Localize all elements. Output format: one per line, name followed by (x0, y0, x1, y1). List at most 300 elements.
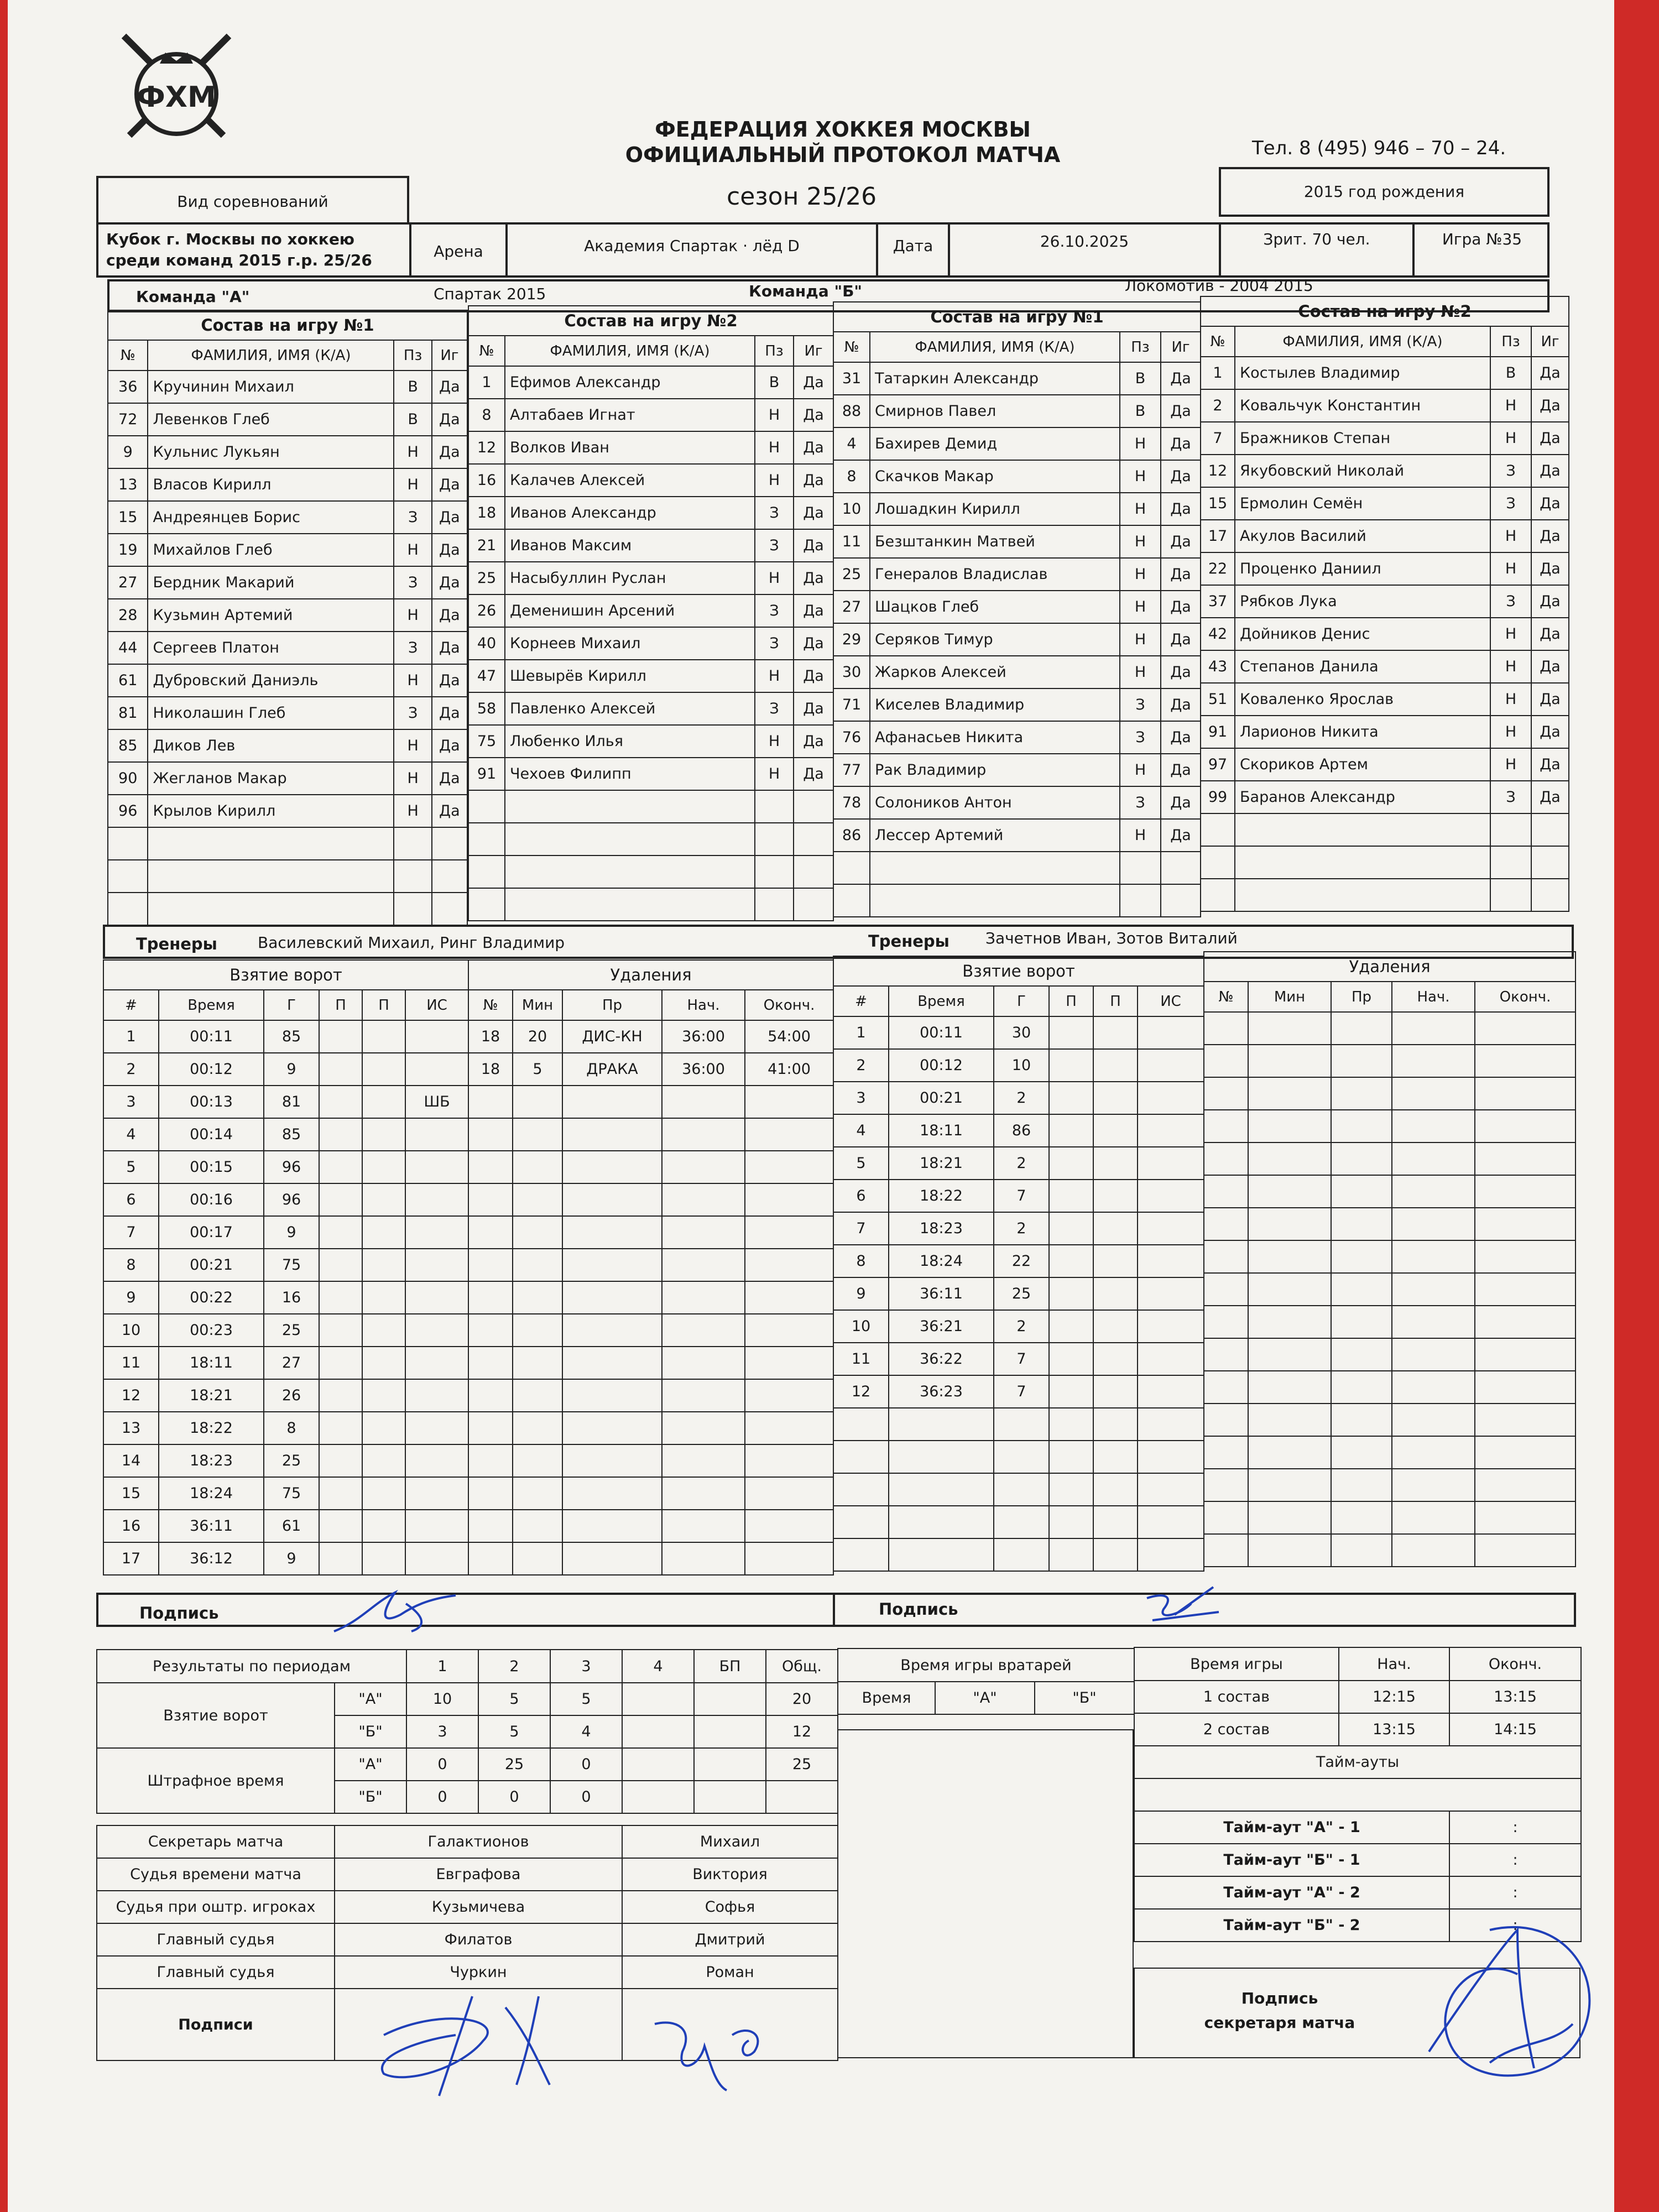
game-number: Игра №35 (1442, 230, 1522, 248)
table-cell (394, 827, 431, 860)
table-row (1201, 618, 1569, 650)
table-cell: 18:22 (889, 1180, 994, 1212)
team-side: "А" (335, 1683, 406, 1715)
table-cell (1331, 1501, 1392, 1534)
table-cell (755, 790, 794, 823)
table-cell: Да (794, 529, 833, 562)
roster-team-b-game2: Состав на игру №2 № ФАМИЛИЯ, ИМЯ (К/А) Пз Иг 1 Костылев Владимир В Да 2 Ковальчук Константин Н Да 7 Бражников Степан Н Да 12 Якубовский Николай З Да 15 Ермолин Семён З Да 17 Акулов Василий Н Да 22 Проценко Даниил Н Да 37 Рябков Лука З Да 42 Дойников Денис Н Да 43 Степанов Данила Н Да 51 Коваленко Ярослав Н Да 91 Ларионов Никита Н Да 97 Скориков Артем Н Да 99 Баранов Александр З Да (1200, 296, 1569, 912)
team-b-label: Команда "Б" (749, 282, 863, 300)
table-cell: Да (1161, 754, 1201, 786)
table-cell: 15 (103, 1477, 159, 1510)
table-cell (362, 1183, 405, 1216)
table-cell (1204, 1534, 1248, 1567)
table-cell: З (755, 529, 794, 562)
table-cell: Софья (622, 1891, 838, 1923)
table-cell: Да (432, 697, 467, 729)
roster-title: Состав на игру №2 (1201, 296, 1569, 326)
table-cell (1331, 1338, 1392, 1371)
table-cell (513, 1347, 562, 1379)
table-cell (994, 1538, 1049, 1571)
period-results: Результаты по периодам 1 2 3 4 БП Общ. Взятие ворот "А" 10 5 5 20 "Б" 3 5 4 12 Штрафное время "А" 0 25 0 25 "Б" 0 0 0 (96, 1649, 838, 1814)
table-cell: 9 (833, 1277, 889, 1310)
roster-title: Состав на игру №1 (108, 310, 467, 340)
table-cell: 47 (468, 660, 505, 692)
table-cell: В (1120, 395, 1161, 427)
table-cell (319, 1053, 362, 1086)
table-cell: 2 (994, 1212, 1049, 1245)
table-cell: 00:12 (159, 1053, 264, 1086)
table-row (103, 1151, 468, 1183)
table-cell: Да (1161, 460, 1201, 493)
team-b-name: Локомотив - 2004 2015 (1125, 276, 1313, 295)
table-cell: Н (1490, 748, 1531, 781)
table-cell (794, 888, 833, 921)
table-cell (562, 1379, 662, 1412)
table-cell: Николашин Глеб (148, 697, 394, 729)
table-cell (405, 1118, 468, 1151)
table-cell (694, 1781, 766, 1813)
table-cell: З (1490, 455, 1531, 487)
table-cell: 2 (994, 1082, 1049, 1114)
table-row (1204, 1208, 1575, 1240)
table-cell (1093, 1180, 1138, 1212)
table-cell (1392, 1208, 1475, 1240)
table-cell: Дубровский Даниэль (148, 664, 394, 697)
table-cell (662, 1281, 745, 1314)
table-cell: 27 (833, 591, 870, 623)
table-cell (1392, 1404, 1475, 1436)
table-cell: Бражников Степан (1235, 422, 1490, 455)
table-cell: Да (1161, 493, 1201, 525)
table-cell (662, 1183, 745, 1216)
table-cell: В (755, 366, 794, 399)
table-cell: Н (1120, 623, 1161, 656)
table-cell (362, 1379, 405, 1412)
table-cell: 96 (264, 1183, 319, 1216)
table-cell: Н (394, 762, 431, 795)
table-row (1201, 846, 1569, 879)
table-cell: Иванов Александр (505, 497, 755, 529)
table-cell: 44 (108, 632, 148, 664)
table-cell: 15 (108, 501, 148, 534)
table-cell (319, 1281, 362, 1314)
table-cell (362, 1086, 405, 1118)
table-cell: 00:17 (159, 1216, 264, 1249)
table-cell (1331, 1273, 1392, 1306)
table-row (97, 1858, 838, 1891)
table-cell: 61 (264, 1510, 319, 1542)
table-cell (405, 1510, 468, 1542)
table-cell (148, 893, 394, 925)
table-cell (1248, 1501, 1331, 1534)
table-cell: 4 (103, 1118, 159, 1151)
table-cell (1392, 1436, 1475, 1469)
table-cell: Киселев Владимир (870, 688, 1120, 721)
table-cell: 00:16 (159, 1183, 264, 1216)
table-cell: 12 (1201, 455, 1235, 487)
table-cell: Да (1531, 357, 1569, 389)
table-cell (1475, 1534, 1575, 1567)
signature-label-a: Подпись (139, 1604, 219, 1623)
table-cell: 36:12 (159, 1542, 264, 1575)
table-cell: 7 (994, 1343, 1049, 1375)
table-cell (405, 1412, 468, 1444)
table-row (468, 1347, 833, 1379)
table-cell (889, 1473, 994, 1506)
table-cell: З (1490, 585, 1531, 618)
table-cell (1248, 1469, 1331, 1501)
table-cell (1204, 1436, 1248, 1469)
table-cell: 27 (264, 1347, 319, 1379)
table-cell (1392, 1240, 1475, 1273)
table-cell (1204, 1142, 1248, 1175)
table-cell: 5 (103, 1151, 159, 1183)
table-cell (505, 790, 755, 823)
table-cell (622, 1683, 694, 1715)
table-row (833, 786, 1201, 819)
table-cell (468, 1542, 513, 1575)
table-row (833, 754, 1201, 786)
table-cell: 9 (264, 1542, 319, 1575)
table-cell (1138, 1375, 1204, 1408)
table-cell (319, 1216, 362, 1249)
table-cell (1248, 1534, 1331, 1567)
table-cell: 5 (478, 1715, 550, 1748)
table-row (468, 725, 833, 758)
table-cell (1331, 1469, 1392, 1501)
table-cell (513, 1510, 562, 1542)
table-cell: Левенков Глеб (148, 403, 394, 436)
team-side: "Б" (335, 1781, 406, 1813)
table-cell (870, 852, 1120, 884)
table-cell (1392, 1306, 1475, 1338)
table-cell (513, 1151, 562, 1183)
table-cell (394, 893, 431, 925)
table-cell (362, 1053, 405, 1086)
table-cell: Да (1161, 362, 1201, 395)
table-row (108, 762, 467, 795)
table-cell (662, 1510, 745, 1542)
table-cell: 18 (468, 497, 505, 529)
table-cell: 26 (468, 594, 505, 627)
table-row (468, 1510, 833, 1542)
table-cell: З (1120, 786, 1161, 819)
table-cell: 8 (468, 399, 505, 431)
table-cell: Роман (622, 1956, 838, 1989)
table-cell: 58 (468, 692, 505, 725)
table-cell: 2 (1201, 389, 1235, 422)
table-cell (1138, 1212, 1204, 1245)
table-cell: З (755, 497, 794, 529)
table-row (1201, 879, 1569, 911)
table-cell: Проценко Даниил (1235, 552, 1490, 585)
table-cell: Да (1531, 552, 1569, 585)
table-cell: 18:24 (159, 1477, 264, 1510)
table-cell: Любенко Илья (505, 725, 755, 758)
table-cell: Да (1531, 585, 1569, 618)
table-cell (405, 1314, 468, 1347)
table-cell: 86 (994, 1114, 1049, 1147)
table-cell (319, 1347, 362, 1379)
table-cell: 00:22 (159, 1281, 264, 1314)
table-row (108, 403, 467, 436)
table-cell (1138, 1277, 1204, 1310)
table-cell: Да (1161, 525, 1201, 558)
table-cell (994, 1441, 1049, 1473)
table-cell: 20 (513, 1020, 562, 1053)
table-row (1201, 422, 1569, 455)
competition-name: Кубок г. Москвы по хоккею среди команд 2015 г.р. 25/26 (106, 230, 372, 269)
table-cell (1531, 879, 1569, 911)
table-cell: Да (794, 399, 833, 431)
table-cell: Скачков Макар (870, 460, 1120, 493)
table-cell (1248, 1208, 1331, 1240)
table-cell (1138, 1441, 1204, 1473)
table-cell (362, 1118, 405, 1151)
table-cell: Да (794, 660, 833, 692)
table-cell (1204, 1306, 1248, 1338)
table-cell: 29 (833, 623, 870, 656)
table-cell (889, 1506, 994, 1538)
table-cell: Да (794, 464, 833, 497)
table-cell: 7 (833, 1212, 889, 1245)
table-cell: 18 (468, 1053, 513, 1086)
table-cell: Н (1490, 389, 1531, 422)
table-row (468, 1477, 833, 1510)
table-cell: Скориков Артем (1235, 748, 1490, 781)
table-cell: 37 (1201, 585, 1235, 618)
table-cell (1093, 1147, 1138, 1180)
roster-title: Состав на игру №1 (833, 302, 1201, 332)
roster-team-a-game1: Состав на игру №1 № ФАМИЛИЯ, ИМЯ (К/А) Пз Иг 36 Кручинин Михаил В Да 72 Левенков Глеб В Да 9 Кульнис Лукьян Н Да 13 Власов Кирилл Н Да 15 Андреянцев Борис З Да 19 Михайлов Глеб Н Да 27 Бердник Макарий З Да 28 Кузьмин Артемий Н Да 44 Сергеев Платон З Да 61 Дубровский Даниэль Н Да 81 Николашин Глеб З Да 85 Диков Лев Н Да 90 Жегланов Макар Н Да 96 Крылов Кирилл Н Да (107, 310, 468, 926)
table-cell (562, 1412, 662, 1444)
table-cell (513, 1086, 562, 1118)
table-cell: 1 (833, 1016, 889, 1049)
table-cell (745, 1216, 833, 1249)
table-cell: 25 (766, 1748, 838, 1781)
table-cell (1204, 1273, 1248, 1306)
table-cell (405, 1477, 468, 1510)
table-cell: 5 (550, 1683, 622, 1715)
table-cell: Н (1120, 656, 1161, 688)
table-cell: 6 (103, 1183, 159, 1216)
table-cell (405, 1053, 468, 1086)
table-cell (1138, 1049, 1204, 1082)
table-cell: Да (794, 725, 833, 758)
table-cell: 00:21 (159, 1249, 264, 1281)
table-cell (1248, 1306, 1331, 1338)
table-cell: З (1490, 487, 1531, 520)
table-cell (755, 823, 794, 855)
table-cell: Да (432, 371, 467, 403)
table-cell: Н (1490, 618, 1531, 650)
table-row (468, 1118, 833, 1151)
table-cell (889, 1441, 994, 1473)
table-row (1204, 1501, 1575, 1534)
table-cell (148, 860, 394, 893)
table-cell (662, 1477, 745, 1510)
table-cell: 88 (833, 395, 870, 427)
table-cell (1475, 1077, 1575, 1110)
table-row (468, 888, 833, 921)
signature-team-b (1141, 1571, 1224, 1631)
table-cell (745, 1379, 833, 1412)
table-row (1204, 1273, 1575, 1306)
table-cell (432, 860, 467, 893)
table-cell (468, 1314, 513, 1347)
table-cell: 7 (994, 1180, 1049, 1212)
table-cell (1201, 846, 1235, 879)
federation-title: ФЕДЕРАЦИЯ ХОККЕЯ МОСКВЫ (655, 117, 1031, 142)
table-cell (1248, 1273, 1331, 1306)
table-cell (1049, 1441, 1093, 1473)
table-row (833, 1212, 1204, 1245)
table-cell (1235, 846, 1490, 879)
table-cell (833, 1408, 889, 1441)
table-cell: 31 (833, 362, 870, 395)
table-cell: Н (394, 599, 431, 632)
table-cell: Диков Лев (148, 729, 394, 762)
table-cell (1049, 1473, 1093, 1506)
table-row (103, 1477, 468, 1510)
table-row (468, 1281, 833, 1314)
table-row (833, 623, 1201, 656)
table-cell: Н (755, 399, 794, 431)
table-row (468, 1542, 833, 1575)
table-cell (833, 1441, 889, 1473)
table-cell (108, 893, 148, 925)
table-cell: Якубовский Николай (1235, 455, 1490, 487)
table-cell (362, 1216, 405, 1249)
table-cell: 96 (108, 795, 148, 827)
table-cell (662, 1249, 745, 1281)
table-row (108, 566, 467, 599)
table-cell (662, 1542, 745, 1575)
table-cell (432, 827, 467, 860)
table-cell: Лессер Артемий (870, 819, 1120, 852)
table-row (468, 594, 833, 627)
table-cell (1248, 1142, 1331, 1175)
table-cell (1490, 813, 1531, 846)
table-row (108, 534, 467, 566)
table-cell: З (755, 627, 794, 660)
table-cell: 8 (264, 1412, 319, 1444)
table-cell: 43 (1201, 650, 1235, 683)
table-cell (513, 1542, 562, 1575)
table-row (103, 1379, 468, 1412)
table-cell: Костылев Владимир (1235, 357, 1490, 389)
table-cell (468, 1477, 513, 1510)
table-cell (1204, 1012, 1248, 1045)
table-cell: 0 (478, 1781, 550, 1813)
table-row (833, 525, 1201, 558)
table-cell: 00:11 (889, 1016, 994, 1049)
signatures-label: Подписи (97, 1989, 335, 2060)
table-cell: Шацков Глеб (870, 591, 1120, 623)
table-row (108, 697, 467, 729)
table-cell (1392, 1012, 1475, 1045)
table-cell: Да (432, 664, 467, 697)
table-row (103, 1347, 468, 1379)
signature-referee-1 (373, 1974, 583, 2101)
table-cell (405, 1542, 468, 1575)
table-cell (1093, 1114, 1138, 1147)
coaches-label-a: Тренеры (136, 935, 217, 953)
table-cell (468, 1510, 513, 1542)
table-cell: Н (1120, 819, 1161, 852)
table-cell (1093, 1408, 1138, 1441)
coaches-team-b: Зачетнов Иван, Зотов Виталий (985, 929, 1238, 947)
table-cell: Да (794, 497, 833, 529)
table-cell: 36:22 (889, 1343, 994, 1375)
table-row (1201, 748, 1569, 781)
table-row (833, 1538, 1204, 1571)
table-row (1204, 1404, 1575, 1436)
table-cell (1475, 1501, 1575, 1534)
table-cell (1475, 1142, 1575, 1175)
table-cell: Бердник Макарий (148, 566, 394, 599)
table-cell (1049, 1343, 1093, 1375)
table-cell (513, 1281, 562, 1314)
row-label: Штрафное время (97, 1748, 335, 1813)
table-cell: Да (1531, 683, 1569, 716)
table-cell: 6 (833, 1180, 889, 1212)
table-cell (432, 893, 467, 925)
table-cell: Насыбуллин Руслан (505, 562, 755, 594)
competition-label: Вид соревнований (177, 192, 328, 211)
table-cell (1093, 1538, 1138, 1571)
phone: Тел. 8 (495) 946 – 70 – 24. (1252, 137, 1506, 159)
table-cell: ДИС-КН (562, 1020, 662, 1053)
table-cell: 5 (833, 1147, 889, 1180)
table-row (103, 1249, 468, 1281)
table-cell: Н (1490, 520, 1531, 552)
table-cell (362, 1281, 405, 1314)
row-label: Взятие ворот (97, 1683, 335, 1748)
table-cell: 25 (264, 1444, 319, 1477)
arena: Академия Спартак · лёд D (584, 237, 800, 255)
table-cell: 26 (264, 1379, 319, 1412)
table-cell: Ермолин Семён (1235, 487, 1490, 520)
table-row (468, 1412, 833, 1444)
table-cell (1331, 1110, 1392, 1142)
table-row (468, 497, 833, 529)
table-cell (1138, 1538, 1204, 1571)
table-cell: 2 (833, 1049, 889, 1082)
table-cell (319, 1412, 362, 1444)
table-cell (562, 1086, 662, 1118)
table-cell: Да (432, 566, 467, 599)
table-cell (468, 855, 505, 888)
table-cell: Главный судья (97, 1956, 335, 1989)
table-cell (1331, 1371, 1392, 1404)
table-cell (562, 1151, 662, 1183)
table-cell (1490, 879, 1531, 911)
table-cell (562, 1281, 662, 1314)
table-cell: Баранов Александр (1235, 781, 1490, 813)
table-cell: Кузьмин Артемий (148, 599, 394, 632)
table-cell: 22 (994, 1245, 1049, 1277)
table-row (108, 436, 467, 468)
table-cell (1392, 1142, 1475, 1175)
table-cell: Главный судья (97, 1923, 335, 1956)
table-cell: Да (1161, 623, 1201, 656)
table-row (108, 860, 467, 893)
table-cell: Да (1531, 455, 1569, 487)
table-cell (1161, 884, 1201, 917)
table-row (108, 827, 467, 860)
table-cell (362, 1347, 405, 1379)
